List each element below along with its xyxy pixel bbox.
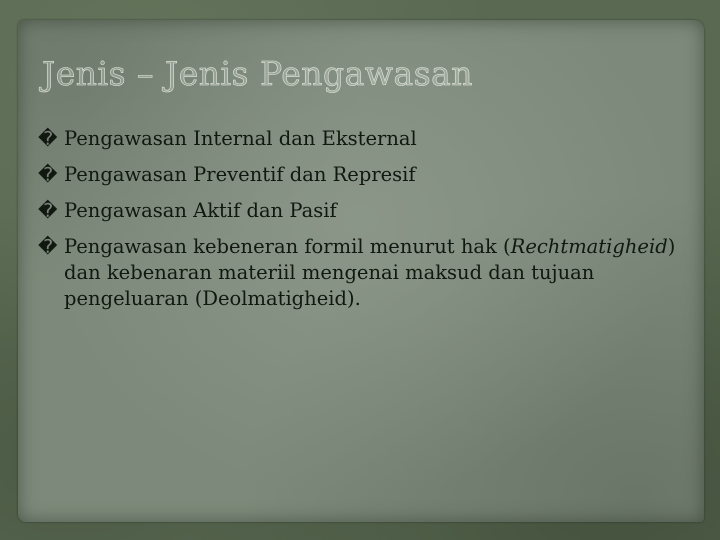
slide-title: Jenis – Jenis Pengawasan <box>42 54 474 93</box>
bullet-text <box>64 234 688 312</box>
bullet-text: Pengawasan Preventif dan Represif <box>64 163 416 186</box>
bullet-marker-icon: � <box>38 200 58 222</box>
bullet-marker-icon: � <box>38 128 58 150</box>
bullet-marker-icon: � <box>38 164 58 186</box>
bullet-item <box>38 162 688 188</box>
bullet-list <box>38 126 688 322</box>
bullet-marker-icon: � <box>38 236 58 258</box>
bullet-text-part: Pengawasan kebeneran formil menurut hak ( <box>64 235 511 258</box>
bullet-item <box>38 234 688 312</box>
bullet-item <box>38 198 688 224</box>
bullet-text: Pengawasan Internal dan Eksternal <box>64 127 417 150</box>
bullet-text-part: ) dan kebenaran materiil mengenai maksud dan tujuan pengeluaran (Deolmatigheid). <box>64 235 676 310</box>
bullet-item <box>38 126 688 152</box>
bullet-text-italic: Rechtmatigheid <box>510 235 668 258</box>
bullet-text: Pengawasan Aktif dan Pasif <box>64 199 337 222</box>
